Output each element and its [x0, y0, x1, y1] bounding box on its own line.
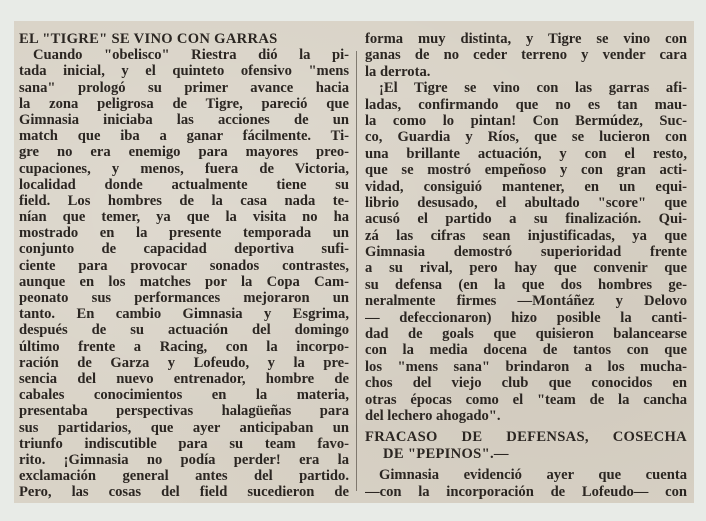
column-divider — [356, 51, 357, 491]
text-line: —con la incorporación de Lofeudo— con — [365, 483, 687, 500]
text-line: zá las cifras sean injustificadas, ya que — [365, 227, 687, 244]
text-line: tada inicial, y el quinteto ofensivo "mens — [19, 63, 349, 80]
text-line: peonato sus performances mejoraron un — [19, 290, 349, 306]
text-line: localidad donde actualmente tiene su — [19, 176, 349, 193]
newspaper-clipping — [14, 21, 694, 503]
text-line: último frente a Racing, con la incorpo- — [19, 338, 349, 355]
text-line: ¡El Tigre se vino con las garras afi- — [379, 80, 687, 97]
text-line: la derrota. — [365, 63, 431, 80]
text-line: vidad, consiguió mantener, en un equi- — [365, 178, 687, 195]
text-line: co, Guardia y Ríos, que se lucieron con — [365, 129, 687, 146]
section-heading-continued: DE "PEPINOS".— — [383, 445, 509, 462]
right-column — [365, 31, 687, 500]
text-line: — defeccionaron) hizo posible la canti- — [365, 309, 687, 326]
text-line: ración de Garza y Lofeudo, y la pre- — [19, 354, 349, 371]
text-line: gre no era enemigo para mayores preo- — [19, 144, 349, 161]
text-line: Gimnasia evidenció ayer que cuenta — [379, 467, 687, 484]
text-line: dad de goals que quisieron balancearse — [365, 326, 687, 343]
text-line: otras épocas como el "team de la cancha — [365, 391, 687, 408]
text-line: del lechero ahogado". — [365, 407, 501, 424]
text-line: sus partidarios, que ayer anticipaban un — [19, 419, 349, 436]
text-line: que se mostró empeñoso y con gran acti- — [365, 162, 687, 179]
text-line: con la media docena de tantos con que — [365, 342, 687, 359]
text-line: sana" prologó su primer avance hacia — [19, 79, 349, 96]
text-line: chos del viejo club que conocidos en — [365, 375, 687, 392]
section-heading: EL "TIGRE" SE VINO CON GARRAS — [19, 31, 278, 47]
text-line: Gimnasia iniciaba las acciones de un — [19, 111, 349, 128]
text-line: neralmente firmes —Montáñez y Delovo — [365, 293, 687, 310]
text-line: ladas, confirmando que no es tan mau- — [365, 96, 687, 113]
text-line: su defensa (en la que dos hombres ge- — [365, 276, 687, 293]
text-line: presentaba perspectivas halagüeñas para — [19, 403, 349, 420]
text-line: cabales conocimientos en la materia, — [19, 387, 349, 404]
text-line: rito. ¡Gimnasia no podía perder! era la — [19, 451, 349, 468]
text-line: ciente para provocar sonados contrastes, — [19, 257, 349, 274]
text-line: la zona peligrosa de Tigre, pareció que — [19, 95, 349, 112]
section-heading: FRACASO DE DEFENSAS, COSECHA — [365, 429, 687, 446]
text-line: aunque en los matches por la Copa Cam- — [19, 273, 349, 290]
text-line: cupaciones, y menos, fuera de Victoria, — [19, 160, 349, 177]
text-line: ganas de no ceder terreno y vender cara — [365, 47, 687, 64]
text-line: mostrado en la presente temporada un — [19, 225, 349, 242]
text-line: nían que temer, ya que la visita no ha — [19, 209, 349, 226]
text-line: tanto. En cambio Gimnasia y Esgrima, — [19, 306, 349, 323]
text-line: exclamación general antes del partido. — [19, 468, 349, 485]
text-line: Gimnasia demostró superioridad frente — [365, 244, 687, 261]
text-line: sencia del nuevo entrenador, hombre de — [19, 370, 349, 387]
left-column — [19, 31, 349, 500]
text-line: Cuando "obelisco" Riestra dió la pi- — [33, 47, 349, 64]
text-line: field. Los hombres de la casa nada te- — [19, 192, 349, 209]
text-line: triunfo indiscutible para su team favo- — [19, 435, 349, 452]
text-line: conjunto de capacidad deportiva sufi- — [19, 241, 349, 258]
text-line: una brillante actuación, y con el resto, — [365, 145, 687, 162]
text-line: forma muy distinta, y Tigre se vino con — [365, 31, 687, 47]
text-line: a su rival, pero hay que convenir que — [365, 260, 687, 277]
text-line: Pero, las cosas del field sucedieron de — [19, 484, 349, 501]
text-line: los "mens sana" brindaron a los mucha- — [365, 358, 687, 375]
text-line: librio desusado, el abultado "score" que — [365, 194, 687, 211]
text-line: después de su actuación del domingo — [19, 322, 349, 339]
text-line: acusó el partido a su finalización. Qui- — [365, 211, 687, 228]
text-line: la como lo pintan! Con Bermúdez, Suc- — [365, 112, 687, 129]
text-line: match que iba a ganar fácilmente. Ti- — [19, 128, 349, 145]
